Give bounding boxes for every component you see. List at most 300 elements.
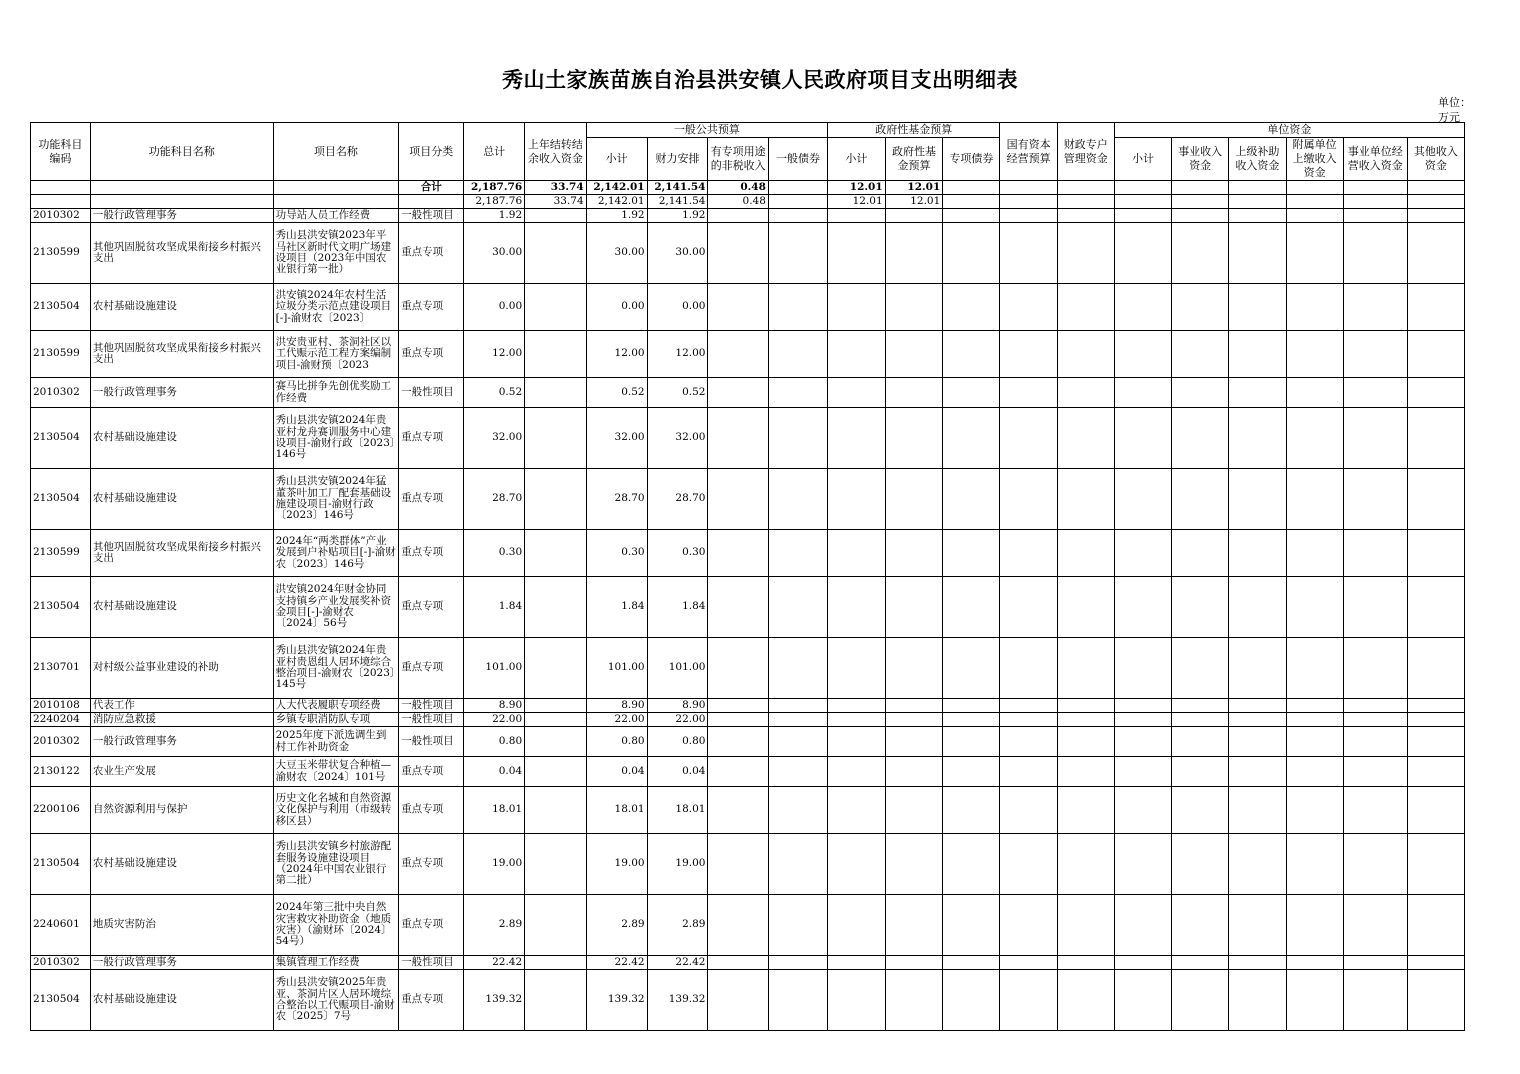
cell-project: 秀山县洪安镇2023年平马社区新时代文明广场建设项目（2023年中国农业银行第一批） — [273, 223, 399, 284]
header-carryover: 上年结转结余收入资金 — [525, 123, 587, 181]
cell-u-other — [1407, 638, 1464, 699]
table-row — [31, 331, 1520, 378]
cell-special-mgmt — [1057, 727, 1114, 757]
cell-u-other — [1407, 895, 1464, 956]
cell-g-bond — [768, 787, 827, 834]
cell-f-bond — [943, 713, 1000, 727]
cell-f-subtotal — [828, 699, 886, 713]
cell-u-business — [1172, 638, 1229, 699]
cell-u-subsidy — [1229, 530, 1286, 577]
cell-f-budget — [885, 727, 943, 757]
cell-special-mgmt — [1057, 638, 1114, 699]
cell-u-other — [1407, 209, 1464, 223]
cell-u-subsidy — [1229, 757, 1286, 787]
cell-u-business — [1172, 469, 1229, 530]
cell-u-other — [1407, 223, 1464, 284]
cell-u-business — [1172, 787, 1229, 834]
cell-func-name: 农村基础设施建设 — [90, 970, 273, 1031]
cell-category: 重点专项 — [399, 638, 464, 699]
cell-special-mgmt — [1057, 408, 1114, 469]
cell-u-operating — [1343, 223, 1407, 284]
cell-state-capital — [1000, 209, 1057, 223]
cell-f-bond — [943, 378, 1000, 408]
cell-f-bond — [943, 727, 1000, 757]
cell-g-allocation: 32.00 — [647, 408, 708, 469]
header-code: 功能科目编码 — [31, 123, 91, 181]
cell-u-affiliate — [1286, 727, 1343, 757]
cell-u-business — [1172, 699, 1229, 713]
header-gov-fund: 政府性基金预算 — [828, 123, 1000, 138]
cell-carryover — [525, 757, 587, 787]
cell-category: 重点专项 — [399, 577, 464, 638]
cell-category: 重点专项 — [399, 970, 464, 1031]
cell-g-allocation: 8.90 — [647, 699, 708, 713]
cell-u-subsidy — [1229, 834, 1286, 895]
cell-project: 集镇管理工作经费 — [273, 956, 399, 970]
cell-total: 0.52 — [464, 378, 525, 408]
cell-total: 0.04 — [464, 757, 525, 787]
table-row — [31, 530, 1520, 577]
summary-row — [31, 195, 1520, 209]
cell-u-affiliate — [1286, 181, 1343, 195]
cell-g-subtotal: 101.00 — [586, 638, 647, 699]
cell-u-business — [1172, 195, 1229, 209]
cell-special-mgmt — [1057, 530, 1114, 577]
cell-u-operating — [1343, 699, 1407, 713]
cell-u-other — [1407, 331, 1464, 378]
cell-func-name: 对村级公益事业建设的补助 — [90, 638, 273, 699]
cell-g-nontax — [708, 378, 768, 408]
cell-special-mgmt — [1057, 209, 1114, 223]
cell-code — [31, 181, 91, 195]
cell-g-allocation: 1.92 — [647, 209, 708, 223]
cell-u-business — [1172, 577, 1229, 638]
cell-u-operating — [1343, 530, 1407, 577]
cell-code: 2130504 — [31, 408, 91, 469]
header-general-budget: 一般公共预算 — [586, 123, 827, 138]
cell-u-other — [1407, 577, 1464, 638]
cell-g-nontax — [708, 757, 768, 787]
cell-g-nontax — [708, 956, 768, 970]
cell-code: 2130701 — [31, 638, 91, 699]
cell-g-bond — [768, 378, 827, 408]
cell-f-bond — [943, 956, 1000, 970]
table-row — [31, 727, 1520, 757]
cell-state-capital — [1000, 530, 1057, 577]
cell-u-other — [1407, 970, 1464, 1031]
table-row — [31, 209, 1520, 223]
cell-func-name: 一般行政管理事务 — [90, 956, 273, 970]
cell-code: 2130504 — [31, 970, 91, 1031]
cell-code: 2010302 — [31, 956, 91, 970]
cell-g-allocation: 101.00 — [647, 638, 708, 699]
cell-project: 秀山县洪安镇2024年猛董茶叶加工厂配套基础设施建设项目-渝财行政〔2023〕146号 — [273, 469, 399, 530]
cell-f-budget — [885, 469, 943, 530]
header-g-subtotal: 小计 — [586, 138, 647, 181]
table-row — [31, 699, 1520, 713]
cell-f-budget — [885, 331, 943, 378]
cell-code: 2130504 — [31, 469, 91, 530]
cell-f-subtotal — [828, 530, 886, 577]
cell-func-name: 消防应急救援 — [90, 713, 273, 727]
cell-code: 2010302 — [31, 209, 91, 223]
cell-u-affiliate — [1286, 378, 1343, 408]
cell-g-subtotal: 0.04 — [586, 757, 647, 787]
table-row — [31, 834, 1520, 895]
cell-special-mgmt — [1057, 577, 1114, 638]
cell-project: 2025年度下派选调生到村工作补助资金 — [273, 727, 399, 757]
header-state-capital: 国有资本经营预算 — [1000, 123, 1057, 181]
cell-u-business — [1172, 757, 1229, 787]
cell-u-subsidy — [1229, 195, 1286, 209]
cell-u-business — [1172, 956, 1229, 970]
cell-code: 2130599 — [31, 530, 91, 577]
cell-g-allocation: 22.42 — [647, 956, 708, 970]
header-f-budget: 政府性基金预算 — [885, 138, 943, 181]
cell-state-capital — [1000, 970, 1057, 1031]
cell-g-subtotal: 18.01 — [586, 787, 647, 834]
cell-category: 重点专项 — [399, 895, 464, 956]
cell-special-mgmt — [1057, 787, 1114, 834]
cell-f-budget — [885, 530, 943, 577]
cell-u-affiliate — [1286, 834, 1343, 895]
cell-category: 重点专项 — [399, 834, 464, 895]
cell-carryover — [525, 577, 587, 638]
cell-u-affiliate — [1286, 699, 1343, 713]
cell-u-business — [1172, 834, 1229, 895]
cell-u-subtotal — [1114, 378, 1171, 408]
header-special-mgmt: 财政专户管理资金 — [1057, 123, 1114, 181]
cell-u-operating — [1343, 284, 1407, 331]
cell-category: 重点专项 — [399, 408, 464, 469]
cell-state-capital — [1000, 727, 1057, 757]
table-row — [31, 757, 1520, 787]
cell-u-subtotal — [1114, 209, 1171, 223]
cell-func-name: 一般行政管理事务 — [90, 209, 273, 223]
cell-u-business — [1172, 408, 1229, 469]
cell-g-subtotal: 139.32 — [586, 970, 647, 1031]
cell-g-nontax — [708, 469, 768, 530]
cell-f-subtotal — [828, 970, 886, 1031]
cell-project: 乡镇专职消防队专项 — [273, 713, 399, 727]
cell-category: 一般性项目 — [399, 956, 464, 970]
cell-g-allocation: 30.00 — [647, 223, 708, 284]
cell-u-subsidy — [1229, 699, 1286, 713]
cell-total: 2,187.76 — [464, 181, 525, 195]
cell-u-other — [1407, 530, 1464, 577]
cell-u-other — [1407, 469, 1464, 530]
cell-f-subtotal: 12.01 — [828, 195, 886, 209]
cell-g-subtotal: 19.00 — [586, 834, 647, 895]
cell-g-bond — [768, 408, 827, 469]
cell-u-subtotal — [1114, 895, 1171, 956]
cell-g-nontax — [708, 331, 768, 378]
cell-u-subsidy — [1229, 408, 1286, 469]
cell-u-subsidy — [1229, 469, 1286, 530]
cell-state-capital — [1000, 181, 1057, 195]
cell-f-budget: 12.01 — [885, 195, 943, 209]
cell-u-operating — [1343, 181, 1407, 195]
cell-special-mgmt — [1057, 331, 1114, 378]
cell-carryover — [525, 530, 587, 577]
cell-special-mgmt — [1057, 956, 1114, 970]
cell-f-subtotal — [828, 638, 886, 699]
cell-g-bond — [768, 577, 827, 638]
cell-g-subtotal: 22.00 — [586, 713, 647, 727]
cell-code: 2130599 — [31, 223, 91, 284]
cell-f-bond — [943, 638, 1000, 699]
cell-code: 2010108 — [31, 699, 91, 713]
cell-category — [399, 195, 464, 209]
cell-g-nontax — [708, 727, 768, 757]
cell-u-affiliate — [1286, 638, 1343, 699]
header-g-allocation: 财力安排 — [647, 138, 708, 181]
cell-code: 2200106 — [31, 787, 91, 834]
cell-g-nontax — [708, 895, 768, 956]
cell-carryover — [525, 284, 587, 331]
cell-u-subsidy — [1229, 787, 1286, 834]
cell-f-subtotal — [828, 209, 886, 223]
cell-u-affiliate — [1286, 970, 1343, 1031]
cell-project: 2024年“两类群体”产业发展到户补贴项目[-]-渝财农〔2023〕146号 — [273, 530, 399, 577]
cell-u-subtotal — [1114, 223, 1171, 284]
cell-f-budget — [885, 713, 943, 727]
cell-g-nontax: 0.48 — [708, 195, 768, 209]
cell-special-mgmt — [1057, 181, 1114, 195]
cell-g-nontax — [708, 713, 768, 727]
header-total: 总计 — [464, 123, 525, 181]
cell-category: 重点专项 — [399, 331, 464, 378]
cell-g-bond — [768, 331, 827, 378]
cell-state-capital — [1000, 223, 1057, 284]
cell-project: 2024年第三批中央自然灾害救灾补助资金（地质灾害）（渝财环〔2024〕54号） — [273, 895, 399, 956]
cell-u-operating — [1343, 408, 1407, 469]
cell-f-budget — [885, 408, 943, 469]
cell-f-budget — [885, 378, 943, 408]
cell-u-subsidy — [1229, 956, 1286, 970]
cell-total: 12.00 — [464, 331, 525, 378]
cell-u-business — [1172, 378, 1229, 408]
cell-project — [273, 181, 399, 195]
cell-total: 22.42 — [464, 956, 525, 970]
cell-carryover — [525, 638, 587, 699]
cell-state-capital — [1000, 699, 1057, 713]
cell-u-affiliate — [1286, 787, 1343, 834]
cell-u-operating — [1343, 469, 1407, 530]
cell-special-mgmt — [1057, 378, 1114, 408]
cell-project: 大豆玉米带状复合种植—渝财农〔2024〕101号 — [273, 757, 399, 787]
cell-func-name — [90, 181, 273, 195]
cell-f-budget: 12.01 — [885, 181, 943, 195]
cell-g-nontax — [708, 223, 768, 284]
cell-g-allocation: 2.89 — [647, 895, 708, 956]
header-g-bond: 一般债券 — [768, 138, 827, 181]
cell-u-operating — [1343, 331, 1407, 378]
cell-u-other — [1407, 834, 1464, 895]
cell-category: 一般性项目 — [399, 727, 464, 757]
cell-g-bond — [768, 530, 827, 577]
cell-g-bond — [768, 727, 827, 757]
cell-u-business — [1172, 970, 1229, 1031]
cell-u-subtotal — [1114, 834, 1171, 895]
table-row — [31, 713, 1520, 727]
cell-f-subtotal: 12.01 — [828, 181, 886, 195]
cell-f-budget — [885, 284, 943, 331]
cell-f-budget — [885, 970, 943, 1031]
cell-carryover — [525, 209, 587, 223]
header-u-business: 事业收入资金 — [1172, 138, 1229, 181]
cell-f-bond — [943, 530, 1000, 577]
cell-carryover — [525, 699, 587, 713]
table-row — [31, 638, 1520, 699]
cell-u-business — [1172, 181, 1229, 195]
cell-project: 历史文化名城和自然资源文化保护与利用（市级转移区县） — [273, 787, 399, 834]
expenditure-table — [30, 122, 1520, 1031]
cell-g-nontax — [708, 284, 768, 331]
cell-func-name: 一般行政管理事务 — [90, 727, 273, 757]
header-func-name: 功能科目名称 — [90, 123, 273, 181]
cell-f-subtotal — [828, 284, 886, 331]
table-row — [31, 223, 1520, 284]
cell-func-name: 地质灾害防治 — [90, 895, 273, 956]
cell-u-business — [1172, 209, 1229, 223]
cell-g-subtotal: 32.00 — [586, 408, 647, 469]
cell-func-name: 一般行政管理事务 — [90, 378, 273, 408]
cell-f-bond — [943, 469, 1000, 530]
cell-special-mgmt — [1057, 713, 1114, 727]
cell-total: 1.92 — [464, 209, 525, 223]
page-title: 秀山土家族苗族自治县洪安镇人民政府项目支出明细表 — [502, 67, 1018, 92]
cell-u-business — [1172, 223, 1229, 284]
table-row — [31, 408, 1520, 469]
cell-special-mgmt — [1057, 699, 1114, 713]
header-f-subtotal: 小计 — [828, 138, 886, 181]
cell-f-budget — [885, 638, 943, 699]
cell-u-subtotal — [1114, 530, 1171, 577]
cell-g-nontax — [708, 577, 768, 638]
cell-project: 洪安镇2024年农村生活垃圾分类示范点建设项目[-]-渝财农〔2023〕 — [273, 284, 399, 331]
cell-u-other — [1407, 713, 1464, 727]
table-row — [31, 956, 1520, 970]
cell-u-subtotal — [1114, 757, 1171, 787]
cell-special-mgmt — [1057, 195, 1114, 209]
cell-g-subtotal: 8.90 — [586, 699, 647, 713]
cell-g-allocation: 1.84 — [647, 577, 708, 638]
header-u-affiliate: 附属单位上缴收入资金 — [1286, 138, 1343, 181]
cell-category: 重点专项 — [399, 284, 464, 331]
cell-f-budget — [885, 895, 943, 956]
cell-special-mgmt — [1057, 223, 1114, 284]
cell-g-bond — [768, 638, 827, 699]
cell-f-subtotal — [828, 378, 886, 408]
cell-carryover — [525, 956, 587, 970]
cell-u-subsidy — [1229, 577, 1286, 638]
cell-code: 2130122 — [31, 757, 91, 787]
cell-category: 一般性项目 — [399, 378, 464, 408]
cell-f-subtotal — [828, 956, 886, 970]
cell-f-subtotal — [828, 577, 886, 638]
cell-f-bond — [943, 577, 1000, 638]
cell-f-budget — [885, 787, 943, 834]
cell-total: 1.84 — [464, 577, 525, 638]
cell-u-operating — [1343, 757, 1407, 787]
cell-f-bond — [943, 195, 1000, 209]
cell-u-affiliate — [1286, 757, 1343, 787]
cell-u-subsidy — [1229, 378, 1286, 408]
cell-f-bond — [943, 834, 1000, 895]
cell-u-other — [1407, 699, 1464, 713]
cell-func-name — [90, 195, 273, 209]
cell-total: 19.00 — [464, 834, 525, 895]
cell-u-subtotal — [1114, 577, 1171, 638]
cell-f-bond — [943, 699, 1000, 713]
cell-u-affiliate — [1286, 331, 1343, 378]
cell-g-nontax: 0.48 — [708, 181, 768, 195]
cell-g-bond — [768, 895, 827, 956]
cell-project: 赛马比拼争先创优奖励工作经费 — [273, 378, 399, 408]
table-row — [31, 895, 1520, 956]
cell-u-subsidy — [1229, 638, 1286, 699]
cell-state-capital — [1000, 834, 1057, 895]
cell-u-subtotal — [1114, 195, 1171, 209]
cell-u-subtotal — [1114, 284, 1171, 331]
cell-f-bond — [943, 181, 1000, 195]
cell-carryover — [525, 970, 587, 1031]
cell-u-business — [1172, 727, 1229, 757]
cell-g-bond — [768, 195, 827, 209]
cell-u-affiliate — [1286, 530, 1343, 577]
cell-f-subtotal — [828, 408, 886, 469]
cell-g-allocation: 0.52 — [647, 378, 708, 408]
cell-func-name: 代表工作 — [90, 699, 273, 713]
cell-g-allocation: 19.00 — [647, 834, 708, 895]
cell-f-budget — [885, 757, 943, 787]
cell-u-affiliate — [1286, 956, 1343, 970]
cell-u-subsidy — [1229, 284, 1286, 331]
cell-category: 重点专项 — [399, 787, 464, 834]
cell-u-other — [1407, 195, 1464, 209]
cell-u-subtotal — [1114, 181, 1171, 195]
cell-u-operating — [1343, 195, 1407, 209]
cell-f-subtotal — [828, 713, 886, 727]
cell-u-subsidy — [1229, 181, 1286, 195]
cell-total: 2,187.76 — [464, 195, 525, 209]
cell-u-subtotal — [1114, 787, 1171, 834]
cell-f-budget — [885, 223, 943, 284]
cell-state-capital — [1000, 408, 1057, 469]
cell-carryover — [525, 408, 587, 469]
cell-f-budget — [885, 699, 943, 713]
cell-total: 139.32 — [464, 970, 525, 1031]
cell-total: 101.00 — [464, 638, 525, 699]
cell-special-mgmt — [1057, 895, 1114, 956]
header-u-other: 其他收入资金 — [1407, 138, 1464, 181]
cell-g-subtotal: 2,142.01 — [586, 181, 647, 195]
cell-total: 8.90 — [464, 699, 525, 713]
cell-u-operating — [1343, 378, 1407, 408]
cell-u-subtotal — [1114, 699, 1171, 713]
cell-g-subtotal: 30.00 — [586, 223, 647, 284]
cell-special-mgmt — [1057, 284, 1114, 331]
cell-g-bond — [768, 757, 827, 787]
cell-g-nontax — [708, 970, 768, 1031]
cell-u-subsidy — [1229, 223, 1286, 284]
cell-u-other — [1407, 956, 1464, 970]
cell-func-name: 农业生产发展 — [90, 757, 273, 787]
cell-g-allocation: 0.04 — [647, 757, 708, 787]
cell-f-subtotal — [828, 757, 886, 787]
cell-g-subtotal: 22.42 — [586, 956, 647, 970]
